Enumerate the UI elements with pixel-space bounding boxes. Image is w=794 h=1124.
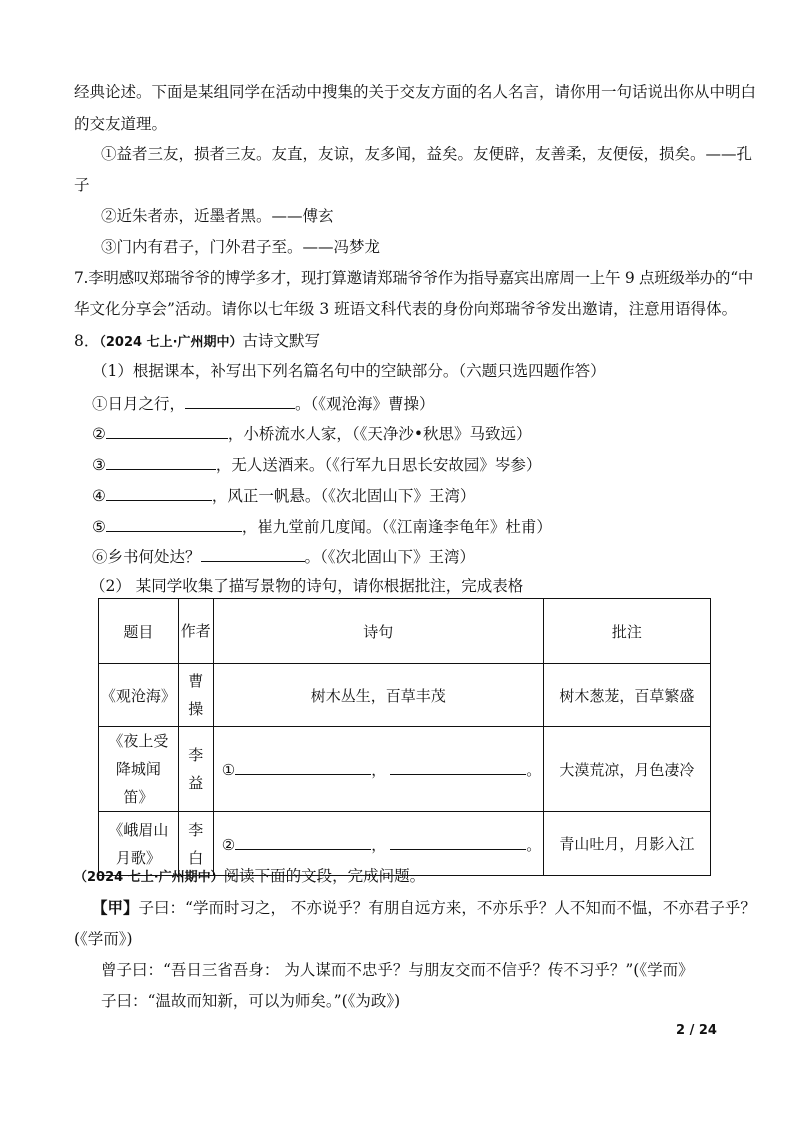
question-8-part-1: （1）根据课本，补写出下列名篇名句中的空缺部分。（六题只选四题作答） [92,362,606,380]
row-author: 曹操 [178,664,213,727]
poem-period: 。 [526,835,542,854]
row-title: 《观沧海》 [99,664,179,727]
fill-marker: ④ [92,487,106,505]
passage-line-2: (《学而》) [74,930,133,948]
answer-blank[interactable] [185,392,295,409]
answer-blank[interactable] [106,422,228,439]
answer-blank[interactable] [235,758,371,775]
fill-item-2 [92,422,532,444]
passage-source: （2024 七上·广州期中） [74,870,224,885]
question-title: 古诗文默写 [242,332,321,350]
answer-blank[interactable] [390,758,526,775]
table-row [99,664,711,727]
answer-blank[interactable] [106,515,242,532]
row-title: 《夜上受降城闻笛》 [99,727,179,812]
quote-text: 近朱者赤，近墨者黑。——傅玄 [116,207,334,225]
header-title: 题目 [99,599,179,664]
header-note: 批注 [543,599,710,664]
poem-comma: ， [371,835,387,854]
row-author: 李白 [178,812,213,876]
fill-item-5 [92,515,552,537]
passage-line-3: 曾子曰：“吾日三省吾身： 为人谋而不忠乎？与朋友交而不信乎？传不习乎？”(《学而》 [101,961,694,979]
fill-after: ，崔九堂前几度闻。（《江南逢李龟年》杜甫） [241,518,552,536]
passage-heading [74,866,425,888]
intro-line-2: 的交友道理。 [74,115,168,133]
table-row [99,727,711,812]
fill-marker: ⑤ [92,518,106,536]
fill-after: ，风正一帆悬。（《次北固山下》王湾） [211,487,476,505]
page-number: 2 / 24 [676,1023,717,1038]
row-note: 树木葱茏，百草繁盛 [543,664,710,727]
quote-text: 益者三友，损者三友。友直，友谅，友多闻，益矣。友便辟，友善柔，友便佞，损矣。——孔 [116,145,753,163]
poem-period: 。 [526,761,542,779]
answer-blank[interactable] [106,453,216,470]
fill-item-3 [92,453,541,475]
table-header-row [99,599,711,664]
poem-comma: ， [371,761,387,779]
fill-item-1 [92,392,435,414]
quote-2 [101,206,334,226]
fill-after: ，小桥流水人家，（《天净沙•秋思》马致远） [227,425,532,443]
poem-marker: ② [221,835,236,854]
fill-item-4 [92,484,475,506]
row-poem: 树木丛生，百草丰茂 [213,664,543,727]
question-8-heading [74,331,320,353]
fill-marker: ③ [92,456,106,474]
fill-marker: ② [92,425,106,443]
passage-text: 子曰：“学而时习之， 不亦说乎？有朋自远方来，不亦乐乎？人不知而不愠，不亦君子乎？ [138,899,756,917]
answer-blank[interactable] [390,833,526,850]
fill-item-6 [92,545,475,567]
quote-1-continued: 子 [74,176,90,194]
quote-3 [101,237,380,257]
poem-marker: ① [221,761,236,779]
row-poem-blanks [213,727,543,812]
header-poem: 诗句 [213,599,543,664]
fill-after: ，无人送酒来。（《行军九日思长安故园》岑参） [215,456,542,474]
header-author: 作者 [178,599,213,664]
question-8-part-2: （2） 某同学收集了描写景物的诗句，请你根据批注，完成表格 [90,577,524,595]
fill-after: 。（《观沧海》曹操） [295,395,435,413]
quote-marker: ③ [101,238,117,256]
row-author: 李益 [178,727,213,812]
answer-blank[interactable] [106,484,212,501]
question-7-line-2: 华文化分享会”活动。请你以七年级 3 班语文科代表的身份向郑瑞爷爷发出邀请，注意用语得体。 [74,300,738,318]
quote-1 [101,144,752,164]
passage-instruction: 阅读下面的文段，完成问题。 [223,867,426,885]
passage-line-1 [92,898,756,918]
question-7-line-1: 7.李明感叹郑瑞爷爷的博学多才，现打算邀请郑瑞爷爷作为指导嘉宾出席周一上午 9 点班级举办的“中 [74,269,754,287]
passage-label: 【甲】 [92,899,139,917]
quote-marker: ② [101,207,117,225]
poem-table [98,598,711,876]
quote-marker: ① [101,145,117,163]
fill-after: 。（《次北固山下》王湾） [304,548,476,566]
fill-marker: ⑥ [92,548,108,566]
row-title: 《峨眉山月歌》 [99,812,179,876]
fill-before: 日月之行， [107,395,186,413]
fill-before: 乡书何处达？ [107,548,201,566]
intro-line-1: 经典论述。下面是某组同学在活动中搜集的关于交友方面的名人名言，请你用一句话说出你从中明白 [74,83,757,101]
question-source: （2024 七上·广州期中） [99,335,243,350]
fill-marker: ① [92,395,108,413]
question-number: 8． [74,332,100,350]
answer-blank[interactable] [201,545,305,562]
quote-text: 门内有君子，门外君子至。——冯梦龙 [116,238,381,256]
row-note: 大漠荒凉，月色凄冷 [543,727,710,812]
answer-blank[interactable] [235,833,371,850]
row-note: 青山吐月，月影入江 [543,812,710,876]
passage-line-4: 子曰：“温故而知新，可以为师矣。”(《为政》) [101,992,401,1010]
